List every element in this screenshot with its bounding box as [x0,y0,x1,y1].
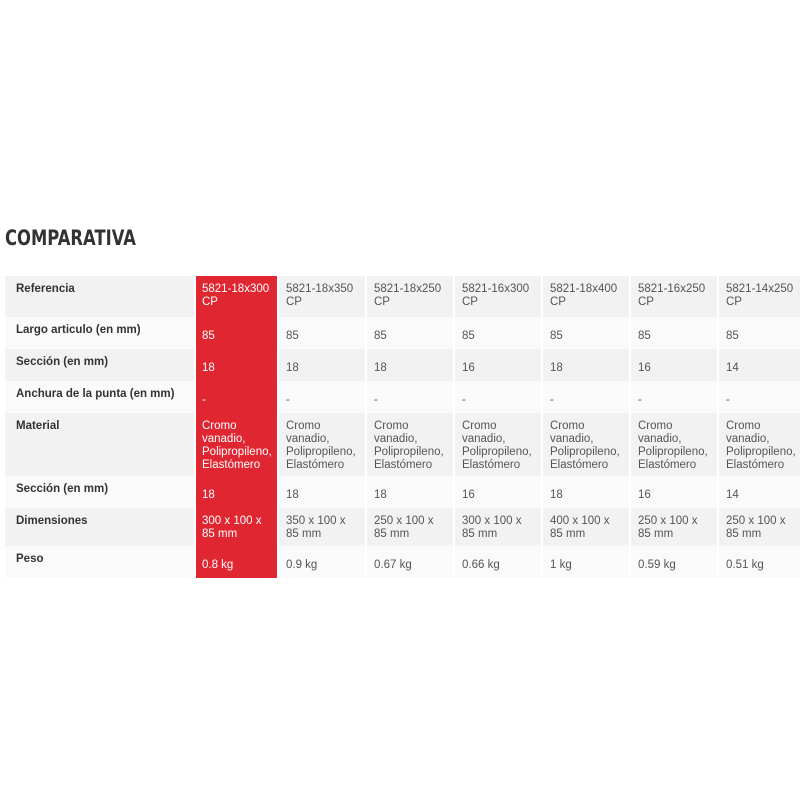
table-cell: 0.66 kg [454,546,542,578]
table-cell: 85 [366,317,454,349]
product-reference[interactable]: 5821-16x250 CP [630,276,718,317]
table-cell: Cromo vanadio, Polipropileno, Elastómero [630,413,718,476]
table-cell-highlighted: - [195,381,278,413]
row-label: Largo articulo (en mm) [5,317,195,349]
row-label: Dimensiones [5,508,195,546]
table-cell: Cromo vanadio, Polipropileno, Elastómero [718,413,800,476]
table-cell: Cromo vanadio, Polipropileno, Elastómero [454,413,542,476]
product-reference[interactable]: 5821-14x250 CP [718,276,800,317]
table-cell: 85 [278,317,366,349]
product-reference-highlighted[interactable]: 5821-18x300 CP [195,276,278,317]
table-cell: 85 [542,317,630,349]
table-cell: 85 [454,317,542,349]
table-cell-highlighted: 0.8 kg [195,546,278,578]
table-row [5,349,800,381]
table-cell: Cromo vanadio, Polipropileno, Elastómero [278,413,366,476]
row-label: Anchura de la punta (en mm) [5,381,195,413]
table-cell: 250 x 100 x 85 mm [718,508,800,546]
table-cell: 85 [630,317,718,349]
table-cell: 18 [366,476,454,508]
table-cell: 18 [542,349,630,381]
table-cell: 250 x 100 x 85 mm [366,508,454,546]
row-label: Material [5,413,195,476]
table-cell: 250 x 100 x 85 mm [630,508,718,546]
table-cell: - [718,381,800,413]
table-row [5,317,800,349]
table-cell: 16 [630,476,718,508]
table-row [5,546,800,578]
table-cell: 14 [718,476,800,508]
table-cell: 0.67 kg [366,546,454,578]
table-cell: 18 [278,476,366,508]
table-row [5,508,800,546]
table-cell: 18 [278,349,366,381]
row-label: Referencia [5,276,195,317]
table-cell: - [366,381,454,413]
table-row [5,413,800,476]
product-reference[interactable]: 5821-18x400 CP [542,276,630,317]
table-cell: 1 kg [542,546,630,578]
table-cell: - [278,381,366,413]
table-cell: 0.9 kg [278,546,366,578]
table-cell: 0.59 kg [630,546,718,578]
table-cell: 350 x 100 x 85 mm [278,508,366,546]
table-cell: 16 [454,349,542,381]
table-cell-highlighted: 18 [195,476,278,508]
row-label: Sección (en mm) [5,349,195,381]
product-reference[interactable]: 5821-18x250 CP [366,276,454,317]
table-cell: Cromo vanadio, Polipropileno, Elastómero [542,413,630,476]
table-row [5,381,800,413]
table-cell: - [542,381,630,413]
table-cell-highlighted: 18 [195,349,278,381]
table-cell: - [630,381,718,413]
table-cell: 85 [718,317,800,349]
table-cell-highlighted: Cromo vanadio, Polipropileno, Elastómero [195,413,278,476]
table-cell-highlighted: 85 [195,317,278,349]
row-label: Sección (en mm) [5,476,195,508]
table-cell: - [454,381,542,413]
table-cell: Cromo vanadio, Polipropileno, Elastómero [366,413,454,476]
comparison-table [5,276,800,578]
table-row-referencia [5,276,800,317]
section-title: COMPARATIVA [5,226,136,250]
table-cell: 16 [630,349,718,381]
product-reference[interactable]: 5821-16x300 CP [454,276,542,317]
table-row [5,476,800,508]
table-cell: 0.51 kg [718,546,800,578]
table-cell: 18 [542,476,630,508]
table-cell-highlighted: 300 x 100 x 85 mm [195,508,278,546]
table-cell: 300 x 100 x 85 mm [454,508,542,546]
table-cell: 400 x 100 x 85 mm [542,508,630,546]
table-cell: 16 [454,476,542,508]
product-reference[interactable]: 5821-18x350 CP [278,276,366,317]
table-cell: 18 [366,349,454,381]
row-label: Peso [5,546,195,578]
table-cell: 14 [718,349,800,381]
